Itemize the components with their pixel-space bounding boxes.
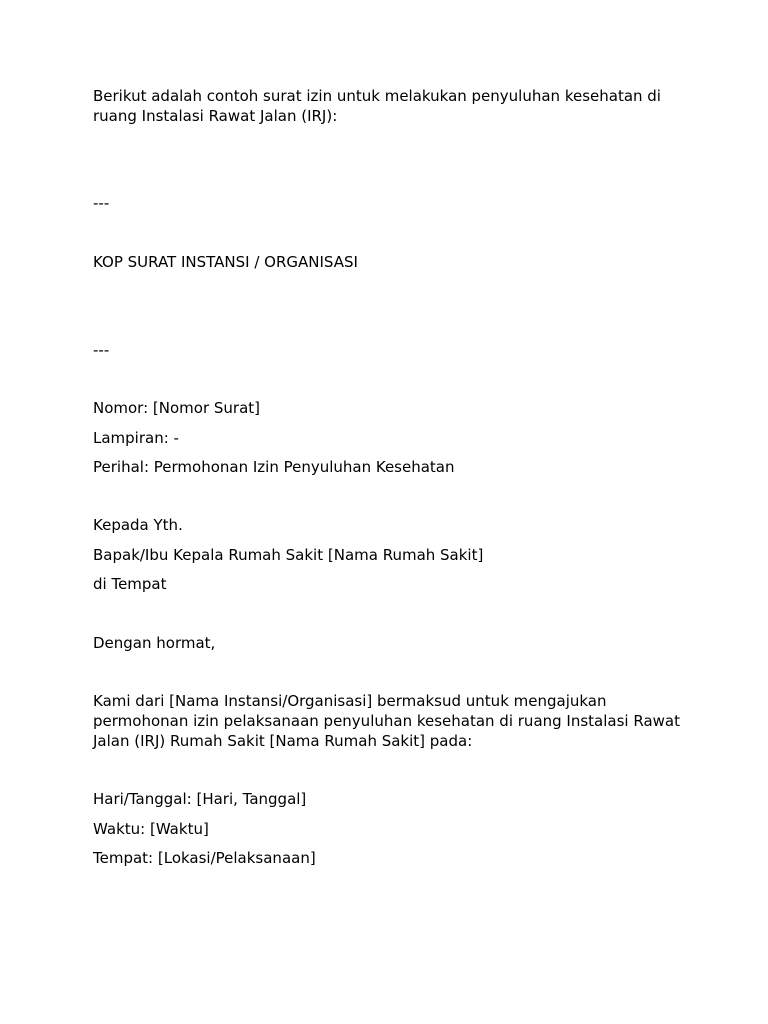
recipient-salutation: Kepada Yth. bbox=[93, 516, 183, 534]
recipient-location: di Tempat bbox=[93, 575, 167, 593]
letter-number: Nomor: [Nomor Surat] bbox=[93, 399, 261, 417]
letter-attachment: Lampiran: - bbox=[93, 429, 179, 447]
letter-subject: Perihal: Permohonan Izin Penyuluhan Kesehatan bbox=[93, 458, 455, 476]
event-time: Waktu: [Waktu] bbox=[93, 820, 209, 838]
event-place: Tempat: [Lokasi/Pelaksanaan] bbox=[93, 849, 316, 867]
recipient-name: Bapak/Ibu Kepala Rumah Sakit [Nama Rumah Sakit] bbox=[93, 546, 484, 564]
intro-paragraph: Berikut adalah contoh surat izin untuk melakukan penyuluhan kesehatan di ruang Instalasi Rawat Jalan (IRJ): bbox=[93, 87, 661, 125]
separator-bottom: --- bbox=[93, 341, 110, 359]
greeting: Dengan hormat, bbox=[93, 634, 216, 652]
letterhead: KOP SURAT INSTANSI / ORGANISASI bbox=[93, 253, 358, 271]
separator-top: --- bbox=[93, 194, 110, 212]
event-date: Hari/Tanggal: [Hari, Tanggal] bbox=[93, 790, 307, 808]
body-paragraph: Kami dari [Nama Instansi/Organisasi] bermaksud untuk mengajukan permohonan izin pelaksanaan penyuluhan kesehatan di ruang Instalasi Rawat Jalan (IRJ) Rumah Sakit [Nama Rumah Sakit] pada: bbox=[93, 692, 680, 750]
